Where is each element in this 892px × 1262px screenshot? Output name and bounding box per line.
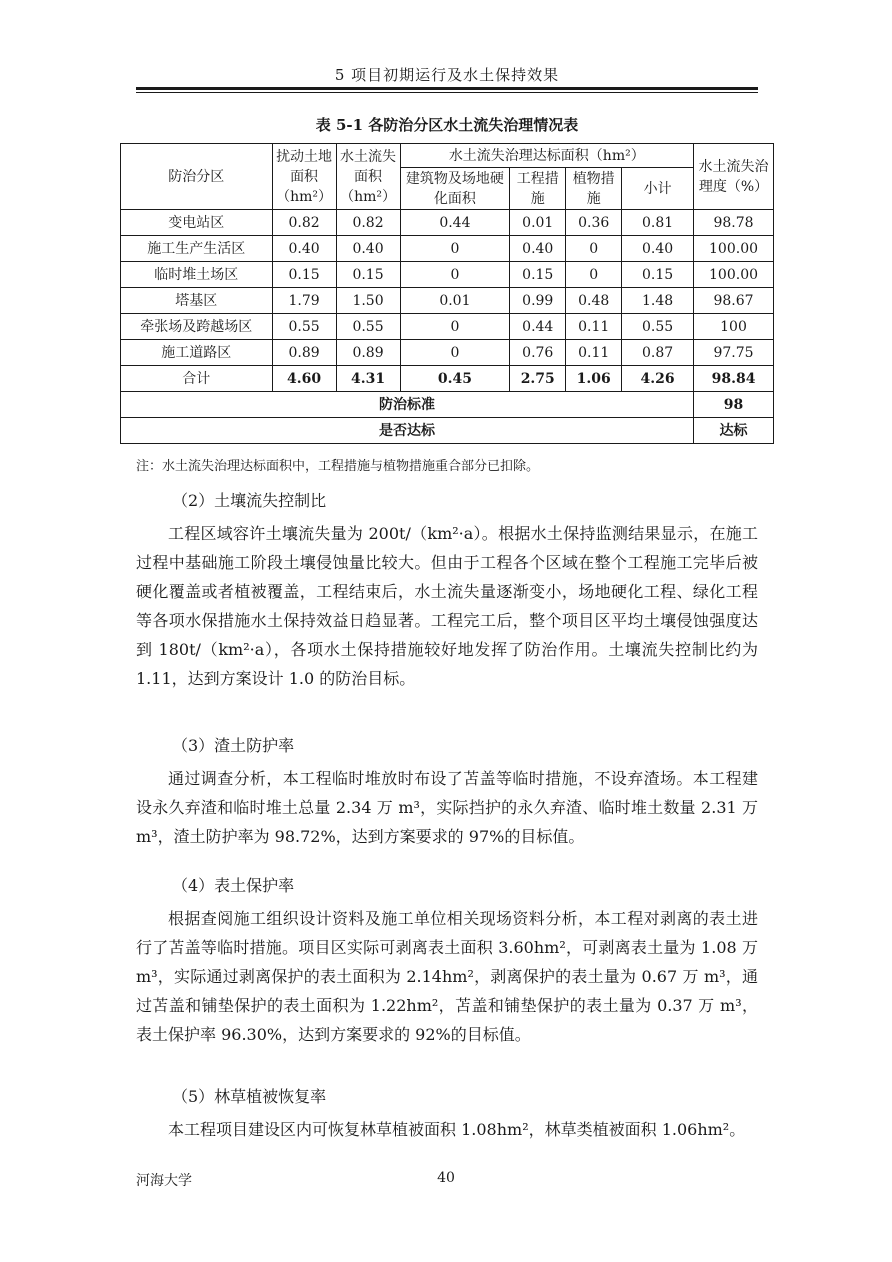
cell-disturbed: 0.89 — [272, 340, 336, 366]
cell-compliance-label: 是否达标 — [121, 418, 694, 444]
table-row — [121, 236, 774, 262]
page-number: 40 — [437, 1170, 455, 1186]
cell-vegetation: 0 — [566, 236, 622, 262]
cell-vegetation: 0 — [566, 262, 622, 288]
cell-degree: 97.75 — [694, 340, 774, 366]
cell-degree: 100 — [694, 314, 774, 340]
header-rule-thin — [136, 92, 758, 93]
table-row — [121, 340, 774, 366]
cell-engineering: 0.44 — [510, 314, 566, 340]
cell-standard-value: 98 — [694, 392, 774, 418]
cell-disturbed: 0.82 — [272, 210, 336, 236]
cell-loss: 0.55 — [336, 314, 400, 340]
header-engineering: 工程措施 — [510, 168, 566, 210]
header-rule-thick — [136, 87, 758, 90]
cell-building: 0 — [400, 314, 510, 340]
cell-building: 0 — [400, 262, 510, 288]
cell-vegetation: 0.48 — [566, 288, 622, 314]
section-heading-5: （5）林草植被恢复率 — [172, 1087, 327, 1106]
cell-zone: 塔基区 — [121, 288, 273, 314]
cell-vegetation: 0.11 — [566, 314, 622, 340]
cell-zone: 施工道路区 — [121, 340, 273, 366]
cell-zone: 牵张场及跨越场区 — [121, 314, 273, 340]
table-standard-row — [121, 392, 774, 418]
cell-subtotal: 1.48 — [622, 288, 694, 314]
header-subtotal: 小计 — [622, 168, 694, 210]
cell-total-engineering: 2.75 — [510, 366, 566, 392]
cell-building: 0 — [400, 340, 510, 366]
table-caption: 表 5-1 各防治分区水土流失治理情况表 — [315, 116, 579, 134]
cell-loss: 0.40 — [336, 236, 400, 262]
cell-subtotal: 0.55 — [622, 314, 694, 340]
cell-standard-label: 防治标准 — [121, 392, 694, 418]
table-note: 注：水土流失治理达标面积中，工程措施与植物措施重合部分已扣除。 — [136, 459, 540, 474]
cell-total-degree: 98.84 — [694, 366, 774, 392]
section-heading-3: （3）渣土防护率 — [172, 736, 295, 755]
cell-loss: 0.15 — [336, 262, 400, 288]
cell-zone: 施工生产生活区 — [121, 236, 273, 262]
footer-institution: 河海大学 — [136, 1173, 192, 1189]
header-treated-group: 水土流失治理达标面积（hm²） — [400, 144, 694, 168]
cell-building: 0 — [400, 236, 510, 262]
cell-subtotal: 0.40 — [622, 236, 694, 262]
cell-building: 0.44 — [400, 210, 510, 236]
header-vegetation: 植物措施 — [566, 168, 622, 210]
cell-engineering: 0.99 — [510, 288, 566, 314]
cell-engineering: 0.01 — [510, 210, 566, 236]
cell-engineering: 0.76 — [510, 340, 566, 366]
cell-subtotal: 0.81 — [622, 210, 694, 236]
cell-total-zone: 合计 — [121, 366, 273, 392]
cell-subtotal: 0.15 — [622, 262, 694, 288]
cell-total-disturbed: 4.60 — [272, 366, 336, 392]
cell-degree: 100.00 — [694, 236, 774, 262]
header-loss-area: 水土流失面积（hm²） — [336, 144, 400, 210]
cell-subtotal: 0.87 — [622, 340, 694, 366]
section-body-5: 本工程项目建设区内可恢复林草植被面积 1.08hm²，林草类植被面积 1.06hm²。 — [168, 1120, 746, 1139]
section-body-4: 根据查阅施工组织设计资料及施工单位相关现场资料分析，本工程对剥离的表土进行了苫盖等临时措施。项目区实际可剥离表土面积 3.60hm²，可剥离表土量为 1.08 万 m³，实际通过剥离保护的表土面积为 2.14hm²，剥离保护的表土量为 0.67 万 m³，通过苫盖和铺垫保护的表土面积为 1.22hm²，苫盖和铺垫保护的表土量为 0.37 万 m³，表土保护率 96.30%，达到方案要求的 92%的目标值。 — [136, 909, 758, 1044]
cell-total-subtotal: 4.26 — [622, 366, 694, 392]
cell-disturbed: 0.55 — [272, 314, 336, 340]
cell-disturbed: 0.15 — [272, 262, 336, 288]
cell-total-loss: 4.31 — [336, 366, 400, 392]
table-compliance-row — [121, 418, 774, 444]
cell-engineering: 0.15 — [510, 262, 566, 288]
cell-loss: 0.82 — [336, 210, 400, 236]
cell-loss: 1.50 — [336, 288, 400, 314]
cell-compliance-value: 达标 — [694, 418, 774, 444]
cell-total-building: 0.45 — [400, 366, 510, 392]
table-row — [121, 210, 774, 236]
header-zone: 防治分区 — [121, 144, 273, 210]
table-total-row — [121, 366, 774, 392]
cell-engineering: 0.40 — [510, 236, 566, 262]
cell-zone: 变电站区 — [121, 210, 273, 236]
table-row — [121, 288, 774, 314]
cell-building: 0.01 — [400, 288, 510, 314]
header-disturbed-area: 扰动土地面积（hm²） — [272, 144, 336, 210]
cell-degree: 100.00 — [694, 262, 774, 288]
cell-degree: 98.78 — [694, 210, 774, 236]
cell-degree: 98.67 — [694, 288, 774, 314]
treatment-table — [120, 143, 774, 444]
cell-vegetation: 0.11 — [566, 340, 622, 366]
cell-zone: 临时堆土场区 — [121, 262, 273, 288]
section-heading-4: （4）表土保护率 — [172, 876, 295, 895]
cell-total-vegetation: 1.06 — [566, 366, 622, 392]
cell-loss: 0.89 — [336, 340, 400, 366]
cell-disturbed: 0.40 — [272, 236, 336, 262]
cell-disturbed: 1.79 — [272, 288, 336, 314]
section-heading-2: （2）土壤流失控制比 — [172, 491, 327, 510]
cell-vegetation: 0.36 — [566, 210, 622, 236]
section-body-2: 工程区域容许土壤流失量为 200t/（km²·a）。根据水土保持监测结果显示，在施工过程中基础施工阶段土壤侵蚀量比较大。但由于工程各个区域在整个工程施工完毕后被硬化覆盖或者植被覆盖，工程结束后，水土流失量逐渐变小，场地硬化工程、绿化工程等各项水保措施水土保持效益日趋显著。工程完工后，整个项目区平均土壤侵蚀强度达到 180t/（km²·a），各项水土保持措施较好地发挥了防治作用。土壤流失控制比约为 1.11，达到方案设计 1.0 的防治目标。 — [136, 524, 758, 688]
header-treatment-degree: 水土流失治理度（%） — [694, 144, 774, 210]
table-row — [121, 262, 774, 288]
section-body-3: 通过调查分析，本工程临时堆放时布设了苫盖等临时措施，不设弃渣场。本工程建设永久弃渣和临时堆土总量 2.34 万 m³，实际挡护的永久弃渣、临时堆土数量 2.31 万 m³，渣土防护率为 98.72%，达到方案要求的 97%的目标值。 — [136, 769, 758, 846]
header-building-hardened: 建筑物及场地硬化面积 — [400, 168, 510, 210]
table-row — [121, 314, 774, 340]
running-header: 5 项目初期运行及水土保持效果 — [334, 66, 560, 84]
